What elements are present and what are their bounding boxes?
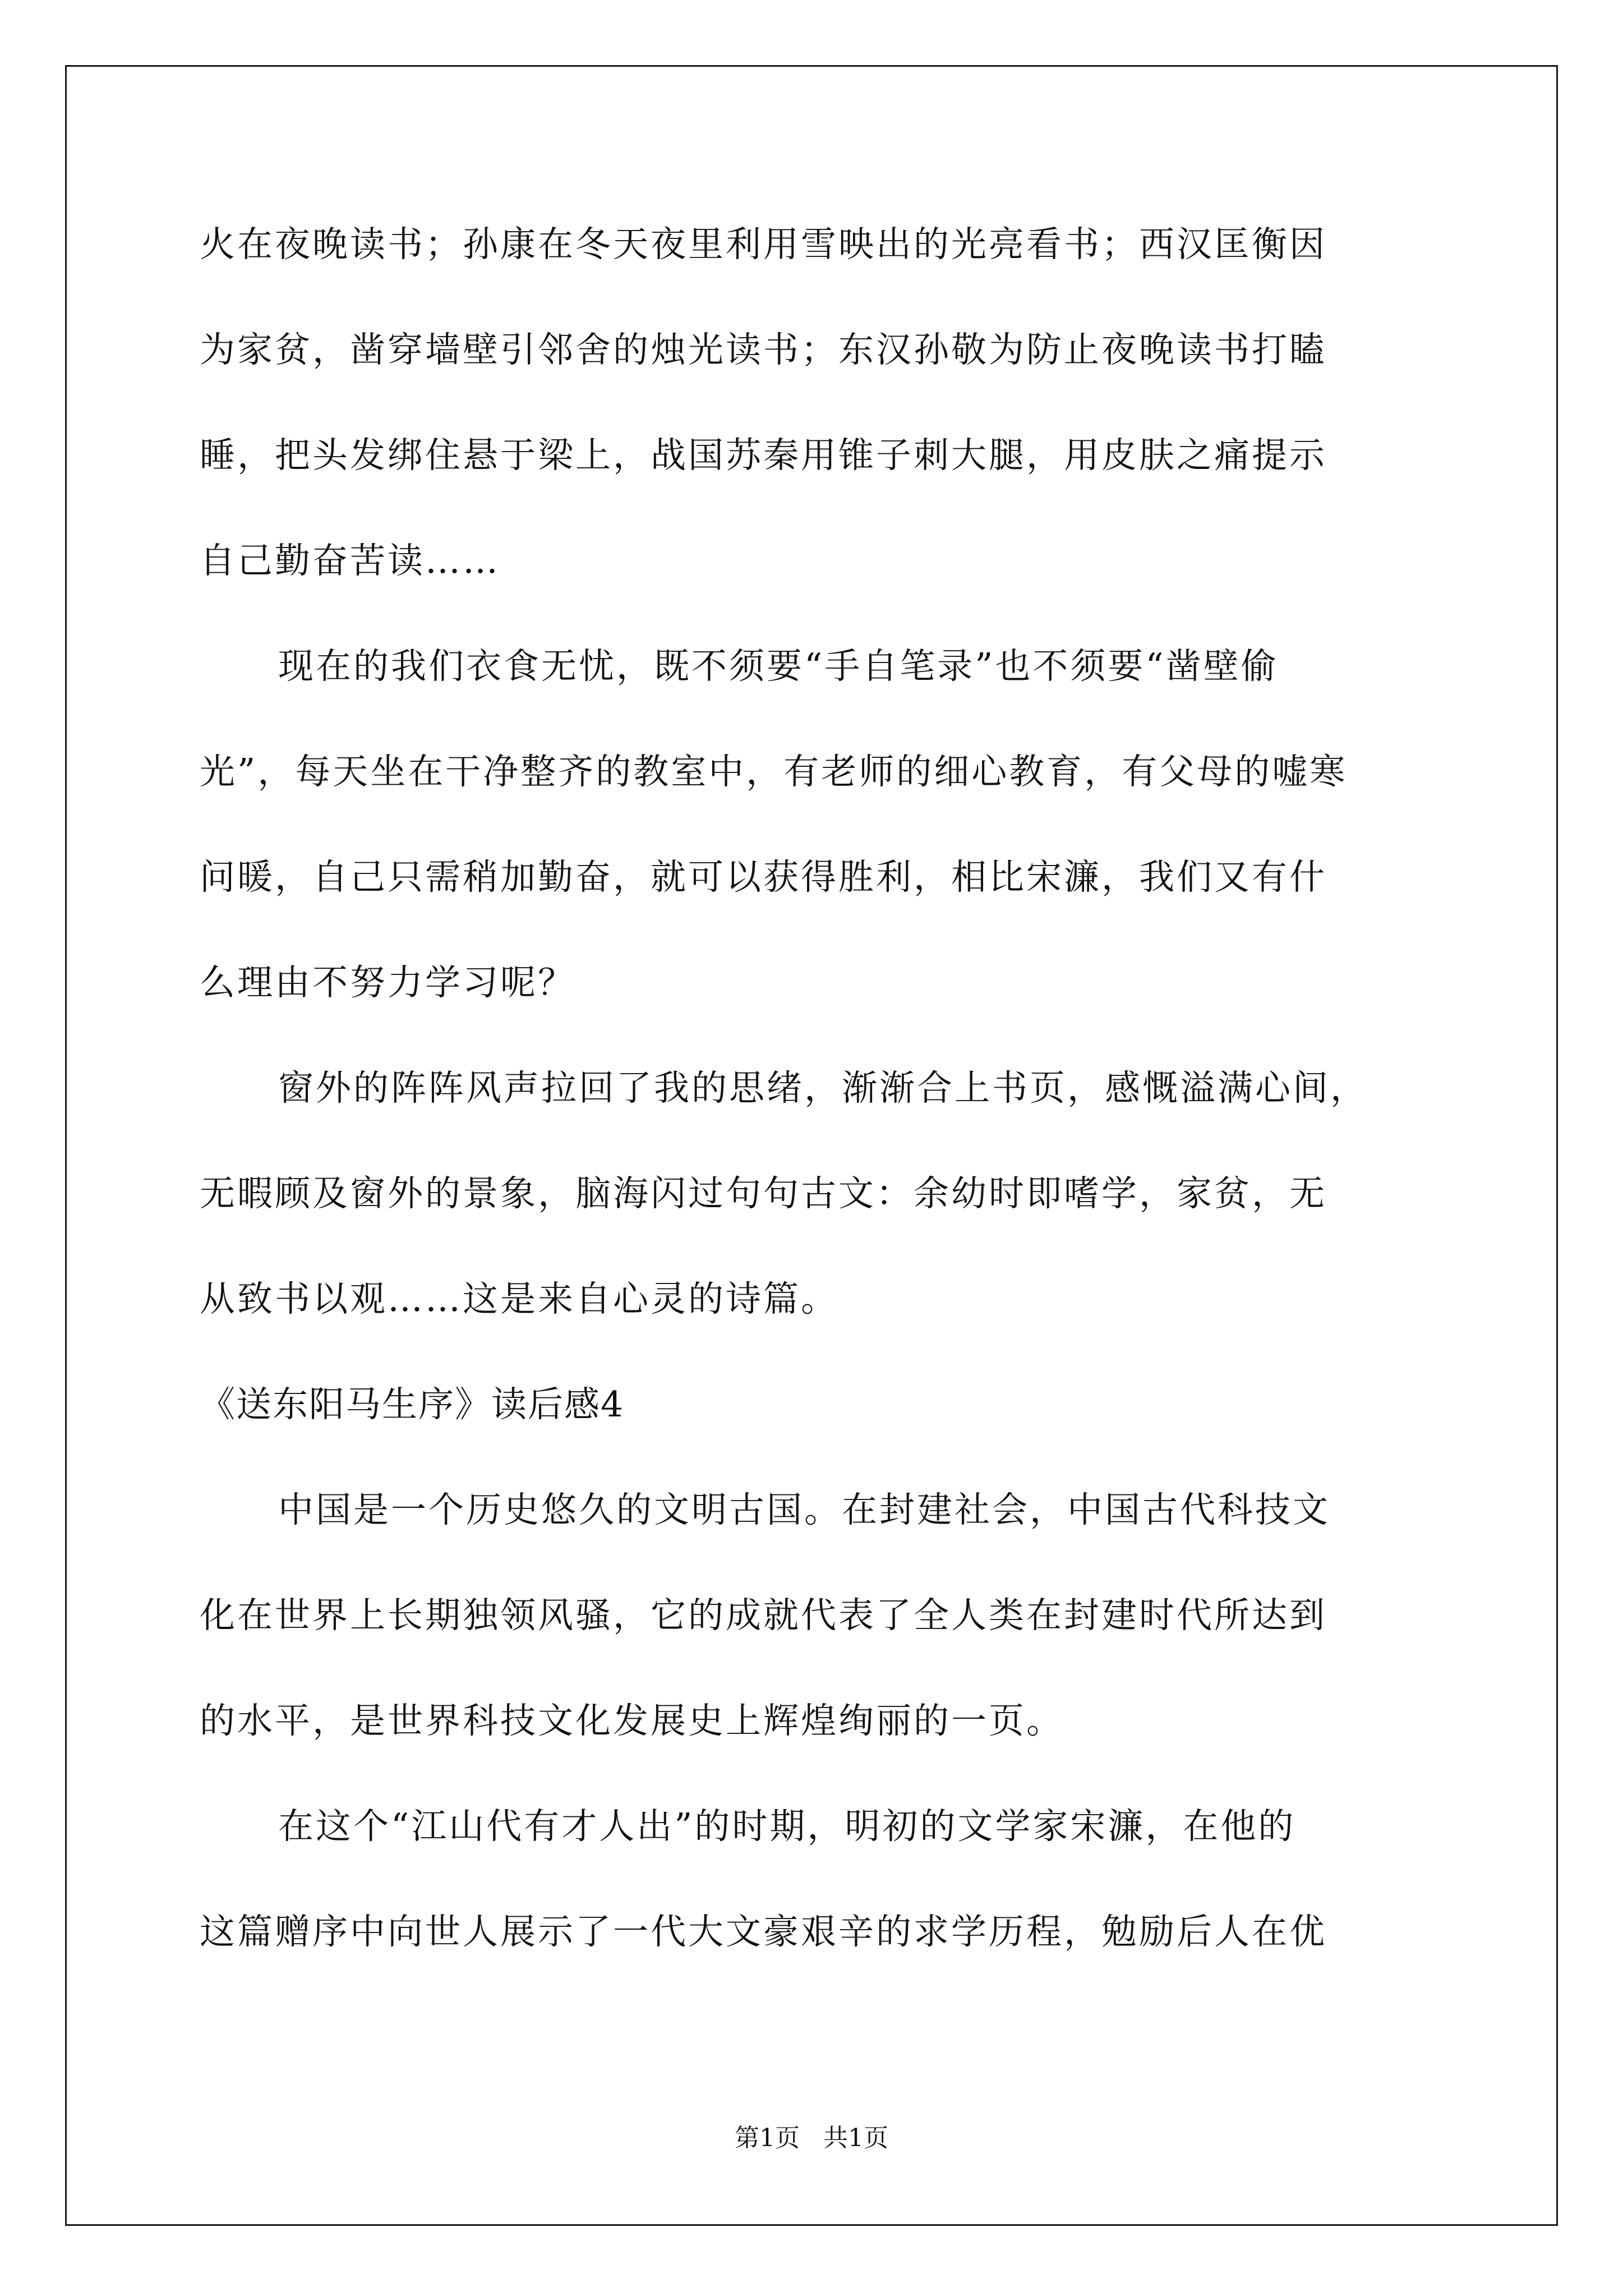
text-line-10: 无暇顾及窗外的景象，脑海闪过句句古文：余幼时即嗜学，家贫，无: [200, 1173, 1327, 1214]
text-line-9: 窗外的阵阵风声拉回了我的思绪，渐渐合上书页，感慨溢满心间，: [278, 1068, 1368, 1108]
text-line-4: 自己勤奋苦读……: [200, 540, 500, 581]
page-footer: 第1页 共1页: [735, 2124, 888, 2152]
text-line-17: 这篇赠序中向世人展示了一代大文豪艰辛的求学历程，勉励后人在优: [200, 1911, 1327, 1952]
text-line-14: 化在世界上长期独领风骚，它的成就代表了全人类在封建时代所达到: [200, 1595, 1327, 1636]
text-line-15: 的水平，是世界科技文化发展史上辉煌绚丽的一页。: [200, 1700, 1064, 1741]
text-line-16: 在这个“江山代有才人出”的时期，明初的文学家宋濂，在他的: [278, 1806, 1296, 1847]
section-heading: 《送东阳马生序》读后感4: [200, 1384, 625, 1425]
text-line-13: 中国是一个历史悠久的文明古国。在封建社会，中国古代科技文: [278, 1489, 1330, 1530]
text-line-2: 为家贫，凿穿墙壁引邻舍的烛光读书；东汉孙敬为防止夜晚读书打瞌: [200, 329, 1327, 370]
text-line-5: 现在的我们衣食无忧，既不须要“手自笔录”也不须要“凿壁偷: [278, 646, 1279, 687]
document-body: [200, 205, 1433, 1998]
text-line-1: 火在夜晚读书；孙康在冬天夜里利用雪映出的光亮看书；西汉匡衡因: [200, 224, 1327, 265]
text-line-8: 么理由不努力学习呢？: [200, 962, 575, 1003]
text-line-3: 睡，把头发绑住悬于梁上，战国苏秦用锥子刺大腿，用皮肤之痛提示: [200, 435, 1327, 476]
text-line-7: 问暖，自己只需稍加勤奋，就可以获得胜利，相比宋濂，我们又有什: [200, 857, 1327, 898]
text-line-6: 光”，每天坐在干净整齐的教室中，有老师的细心教育，有父母的嘘寒: [200, 751, 1348, 792]
text-line-11: 从致书以观……这是来自心灵的诗篇。: [200, 1278, 838, 1319]
